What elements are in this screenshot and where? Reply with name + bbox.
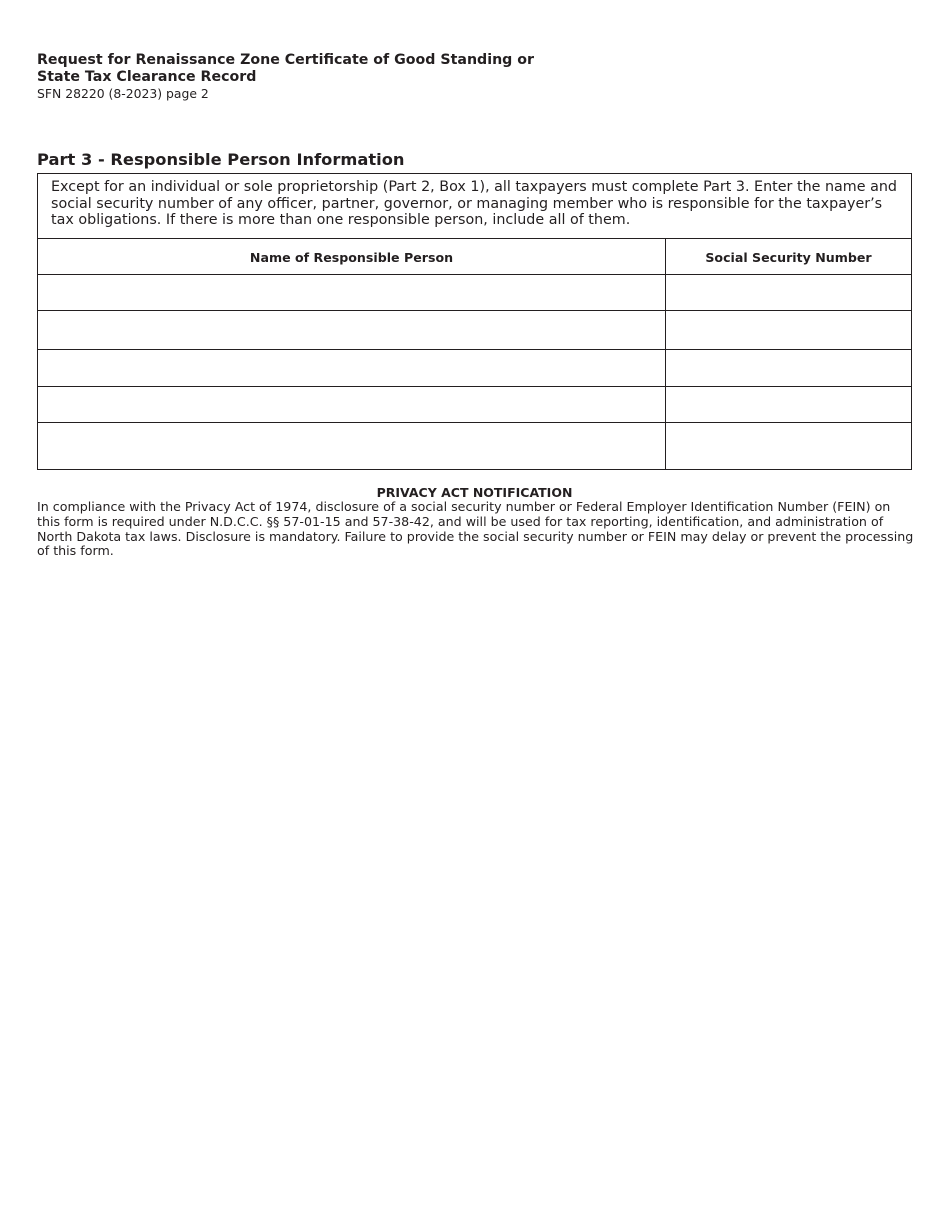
name-field-row-4[interactable] bbox=[38, 388, 665, 422]
ssn-field-row-5[interactable] bbox=[667, 424, 911, 468]
ssn-field-row-3[interactable] bbox=[667, 351, 911, 386]
form-id: SFN 28220 (8-2023) page 2 bbox=[37, 86, 209, 101]
name-field-row-1[interactable] bbox=[38, 275, 665, 310]
privacy-notice-text: In compliance with the Privacy Act of 1974, disclosure of a social security number or Federal Employer Identification Number (FEIN) on this form is required under N.D.C.C. §§ 57-01-15 and 57-38-42, and will be used for tax reporting, identification, and administration of North Dakota tax laws. Disclosure is mandatory. Failure to provide the social security number or FEIN may delay or prevent the processing of this form. bbox=[37, 499, 914, 559]
table-divider bbox=[38, 422, 911, 423]
ssn-field-row-1[interactable] bbox=[667, 275, 911, 310]
table-divider bbox=[38, 386, 911, 387]
part3-instructions: Except for an individual or sole proprietorship (Part 2, Box 1), all taxpayers must complete Part 3. Enter the name and social security number of any officer, partner, governor, or managing member who is responsible for the taxpayer’s tax obligations. If there is more than one responsible person, include all of them. bbox=[51, 179, 897, 229]
table-divider bbox=[38, 349, 911, 350]
column-header-ssn: Social Security Number bbox=[705, 250, 872, 265]
table-divider bbox=[38, 238, 911, 239]
table-divider bbox=[38, 310, 911, 311]
ssn-field-row-4[interactable] bbox=[667, 388, 911, 422]
privacy-notice-title: PRIVACY ACT NOTIFICATION bbox=[376, 485, 573, 500]
part3-heading: Part 3 - Responsible Person Information bbox=[37, 150, 405, 169]
name-field-row-2[interactable] bbox=[38, 312, 665, 349]
ssn-field-row-2[interactable] bbox=[667, 312, 911, 349]
column-header-name: Name of Responsible Person bbox=[249, 250, 454, 265]
name-field-row-5[interactable] bbox=[38, 424, 665, 468]
form-header bbox=[37, 52, 637, 101]
responsible-person-table bbox=[37, 173, 912, 470]
form-title-line-1: Request for Renaissance Zone Certificate of Good Standing or bbox=[37, 52, 535, 68]
name-field-row-3[interactable] bbox=[38, 351, 665, 386]
form-title-line-2: State Tax Clearance Record bbox=[37, 69, 257, 85]
